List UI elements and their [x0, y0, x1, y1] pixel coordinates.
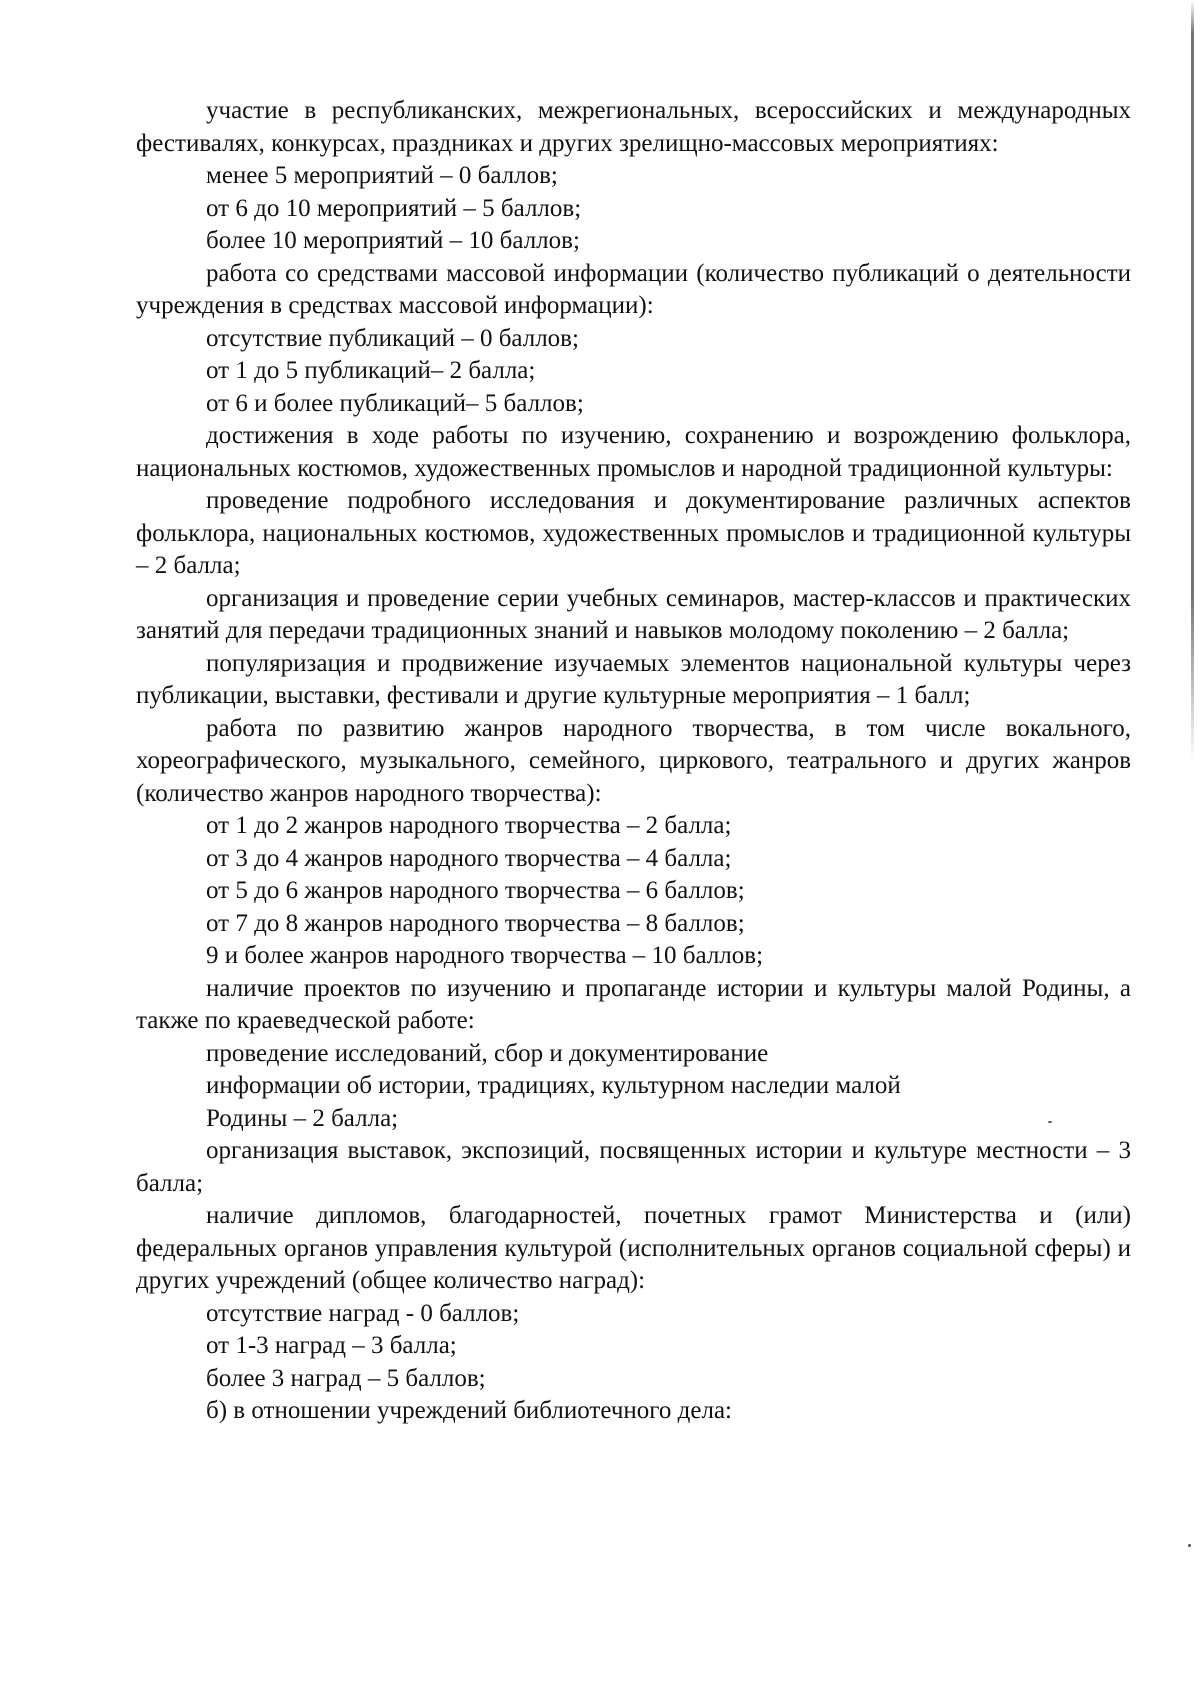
list-item: организация и проведение серии учебных семинаров, мастер-классов и практических занятий для передачи традиционных знаний и навыков молодому поколению – 2 балла;: [136, 584, 1131, 644]
section-heading-libraries: б) в отношении учреждений библиотечного дела:: [206, 1397, 732, 1424]
list-item: менее 5 мероприятий – 0 баллов;: [206, 162, 558, 189]
paragraph-projects: наличие проектов по изучению и пропаганде истории и культуры малой Родины, а также по краеведческой работе:: [136, 974, 1131, 1034]
list-item: информации об истории, традициях, культурном наследии малой: [206, 1072, 901, 1099]
scan-edge-mark: [1191, 0, 1194, 1694]
list-item: отсутствие публикаций – 0 баллов;: [206, 324, 579, 352]
list-item: от 1 до 5 публикаций– 2 балла;: [206, 357, 536, 384]
paragraph-folklore: достижения в ходе работы по изучению, сохранению и возрождению фольклора, национальных костюмов, художественных промыслов и народной традиционной культуры:: [136, 422, 1131, 482]
list-item: от 1 до 2 жанров народного творчества – 2 балла;: [206, 812, 732, 839]
list-item: от 5 до 6 жанров народного творчества – 6 баллов;: [206, 877, 745, 904]
paragraph-genres: работа по развитию жанров народного творчества, в том числе вокального, хореографического, музыкального, семейного, циркового, театрального и других жанров (количество жанров народного творчества):: [136, 714, 1131, 807]
list-item: от 3 до 4 жанров народного творчества – 4 балла;: [206, 844, 732, 872]
list-item: популяризация и продвижение изучаемых элементов национальной культуры через публикации, выставки, фестивали и другие культурные мероприятия – 1 балл;: [136, 649, 1131, 709]
list-item: от 6 до 10 мероприятий – 5 баллов;: [206, 194, 582, 222]
document-body: [136, 95, 1131, 1428]
list-item: более 10 мероприятий – 10 баллов;: [206, 227, 580, 254]
list-item: от 6 и более публикаций– 5 баллов;: [206, 389, 584, 417]
list-item: отсутствие наград - 0 баллов;: [206, 1299, 520, 1327]
paragraph-media: работа со средствами массовой информации (количество публикаций о деятельности учреждения в средствах массовой информации):: [136, 259, 1131, 319]
list-item: более 3 наград – 5 баллов;: [206, 1364, 486, 1392]
scan-speck: [1188, 1544, 1191, 1547]
paragraph-festivals: участие в республиканских, межрегиональных, всероссийских и международных фестивалях, конкурсах, праздниках и других зрелищно-массовых мероприятиях:: [136, 97, 1131, 157]
list-item: проведение исследований, сбор и документирование: [206, 1039, 769, 1067]
paragraph-awards: наличие дипломов, благодарностей, почетных грамот Министерства и (или) федеральных органов управления культурой (исполнительных органов социальной сферы) и других учреждений (общее количество наград):: [136, 1202, 1131, 1294]
list-item: проведение подробного исследования и документирование различных аспектов фольклора, национальных костюмов, художественных промыслов и традиционной культуры – 2 балла;: [136, 487, 1131, 579]
list-item: от 1-3 наград – 3 балла;: [206, 1332, 457, 1359]
list-item: организация выставок, экспозиций, посвященных истории и культуре местности – 3 балла;: [136, 1137, 1131, 1197]
list-item: Родины – 2 балла;: [206, 1104, 399, 1132]
list-item: 9 и более жанров народного творчества – 10 баллов;: [206, 942, 764, 969]
list-item: от 7 до 8 жанров народного творчества – 8 баллов;: [206, 909, 745, 937]
